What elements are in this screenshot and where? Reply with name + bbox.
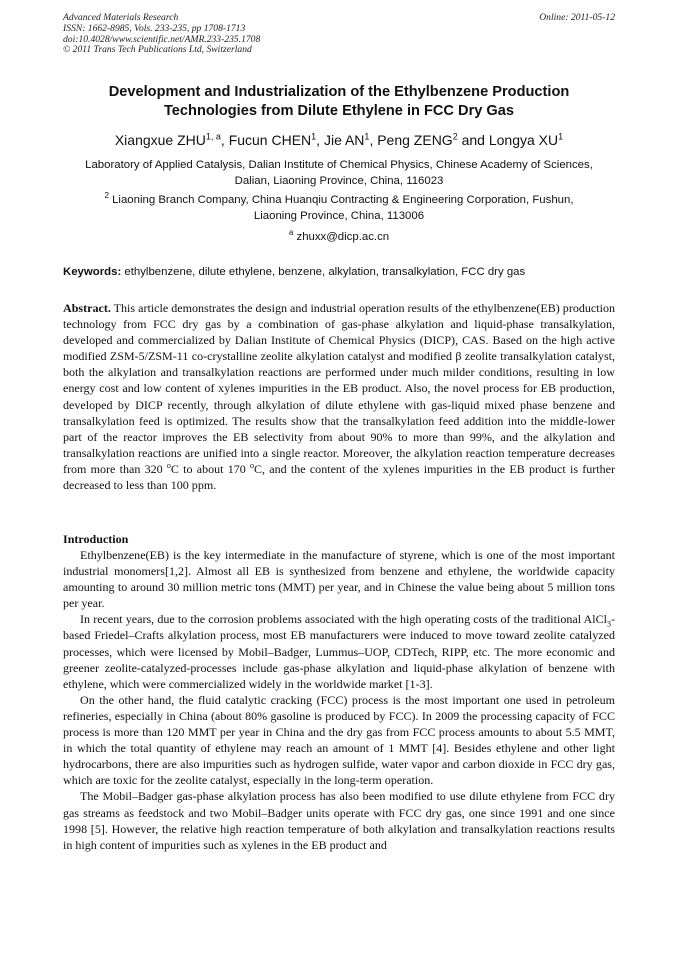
author-affiliation-mark: 2 xyxy=(452,131,458,142)
intro-text: -based Friedel–Crafts alkylation process, most EB manufacturers were induced to move toward zeolite catalyzed processes, which were licensed by Mobil–Badger, Lummus–UOP, CDTech, RIPP, etc. The more economic and greener zeolite-catalyzed-processes include gas-phase alkylation and liquid-phase alkylation of benzene with ethylene, which were commercialized widely in the worldwide market [1-3]. xyxy=(63,612,615,691)
affiliation-1-line-2: Dalian, Liaoning Province, China, 116023 xyxy=(234,175,444,187)
degree-mark: o xyxy=(250,460,255,470)
keywords xyxy=(63,265,615,280)
abstract-text: C to about 170 xyxy=(170,461,251,476)
author-affiliation-mark: 1 xyxy=(558,131,564,142)
author-separator: , xyxy=(316,132,324,148)
email-address: zhuxx@dicp.ac.cn xyxy=(293,231,390,243)
author-separator: , xyxy=(220,132,229,148)
abstract-text: This article demonstrates the design and industrial operation results of the ethylbenzene(EB) production technology from FCC dry gas by a combination of gas-phase alkylation and liquid-phase transalkylation, developed and commercialized by Dalian Institute of Chemical Physics (DICP), CAS. Based on the high active modified ZSM-5/ZSM-11 co-crystalline zeolite alkylation catalyst and modified β zeolite transalkylation catalyst, both the alkylation and transalkylation reactions are performed under much milder conditions, resulting in low energy cost and low content of xylenes impurities in the EB product. Also, the novel process for EB production, developed by DICP recently, through alkylation of dilute ethylene with gas-liquid mixed phase benzene and transalkylation feed is optimized. The results show that the transalkylation feed addition into the middle-lower part of the reactor improves the EB selectivity from about 90% to more than 99%, and the alkylation and transalkylation reactions are unified into a single reactor. Moreover, the alkylation reaction temperature decreases from more than 320 xyxy=(63,301,615,476)
online-date: Online: 2011-05-12 xyxy=(539,12,615,23)
journal-copyright: © 2011 Trans Tech Publications Ltd, Switzerland xyxy=(63,44,252,56)
title-line-2: Technologies from Dilute Ethylene in FCC Dry Gas xyxy=(163,103,515,119)
intro-paragraph-1: Ethylbenzene(EB) is the key intermediate in the manufacture of styrene, which is one of the most important industrial monomers[1,2]. Almost all EB is synthesized from benzene and ethylene, the worldwide capacity amounting to around 30 million metric tons (MMT) per year, and in Chinese the value being about 5 million tons per year. xyxy=(63,548,615,611)
author-name: Peng ZENG xyxy=(377,132,453,148)
intro-paragraph-2 xyxy=(63,611,615,691)
corresponding-email xyxy=(63,229,615,245)
title-line-1: Development and Industrialization of the Ethylbenzene Production xyxy=(108,84,570,100)
author-separator: and xyxy=(457,132,489,148)
author-name: Longya XU xyxy=(488,132,559,148)
affiliation-2-line-2: Liaoning Province, China, 113006 xyxy=(253,210,425,222)
introduction-heading: Introduction xyxy=(63,532,129,546)
intro-text: In recent years, due to the corrosion problems associated with the high operating costs of the traditional AlCl xyxy=(80,612,607,627)
keywords-label: Keywords: xyxy=(63,266,122,278)
affiliation-1-line-1: Laboratory of Applied Catalysis, Dalian Institute of Chemical Physics, Chinese Academy of Sciences, xyxy=(85,159,593,171)
abstract-paragraph xyxy=(63,300,615,493)
journal-issn: ISSN: 1662-8985, Vols. 233-235, pp 1708-1713 xyxy=(63,22,246,34)
author-affiliation-mark: 1 xyxy=(311,131,317,142)
author-name: Xiangxue ZHU xyxy=(114,132,206,148)
intro-paragraph-3: On the other hand, the fluid catalytic cracking (FCC) process is the most important one used in petroleum refineries, especially in China (about 80% gasoline is produced by FCC). In 2009 the processing capacity of FCC process is more than 120 MMT per year in China and the dry gas from FCC process amounts to about 5.5 MMT, in which the total quantity of ethylene may reach an amount of 1 MMT [4]. Besides ethylene and other light hydrocarbons, there are also impurities such as hydrogen sulfide, water vapor and carbon dioxide in FCC dry gas, which are toxic for the zeolite catalyst, especially in the long-term operation. xyxy=(63,692,615,788)
abstract xyxy=(63,300,615,493)
affiliation-2 xyxy=(63,192,615,224)
paper-title xyxy=(63,83,615,121)
author-list xyxy=(63,131,615,149)
journal-header xyxy=(63,13,615,56)
intro-paragraph-4: The Mobil–Badger gas-phase alkylation process has also been modified to use dilute ethylene from FCC dry gas streams as feedstock and two Mobil–Badger units operate with FCC dry gas, one since 1991 and one since 1998 [5]. However, the relative high reaction temperature of both alkylation and transalkylation reactions results in high content of impurities such as xylenes in the EB product and xyxy=(63,789,615,852)
affiliation-2-mark: 2 xyxy=(104,191,109,201)
abstract-label: Abstract. xyxy=(63,301,111,315)
journal-doi: doi:10.4028/www.scientific.net/AMR.233-235.1708 xyxy=(63,33,261,45)
author-affiliation-mark: 1, a xyxy=(205,131,221,142)
degree-mark: o xyxy=(166,460,171,470)
affiliation-2-line-1: Liaoning Branch Company, China Huanqiu Contracting & Engineering Corporation, Fushun, xyxy=(108,194,574,206)
abstract-text: C, and the content of the xylenes impurities in the EB product is further decreased to less than 100 ppm. xyxy=(63,461,616,493)
subscript: 3 xyxy=(606,619,611,629)
author-affiliation-mark: 1 xyxy=(364,131,370,142)
email-mark: a xyxy=(288,228,294,238)
affiliation-1 xyxy=(63,157,615,189)
introduction-body xyxy=(63,547,615,853)
journal-name: Advanced Materials Research xyxy=(63,12,179,23)
author-separator: , xyxy=(369,132,378,148)
keywords-text: ethylbenzene, dilute ethylene, benzene, alkylation, transalkylation, FCC dry gas xyxy=(121,266,526,278)
author-name: Jie AN xyxy=(323,132,365,148)
author-name: Fucun CHEN xyxy=(228,132,312,148)
